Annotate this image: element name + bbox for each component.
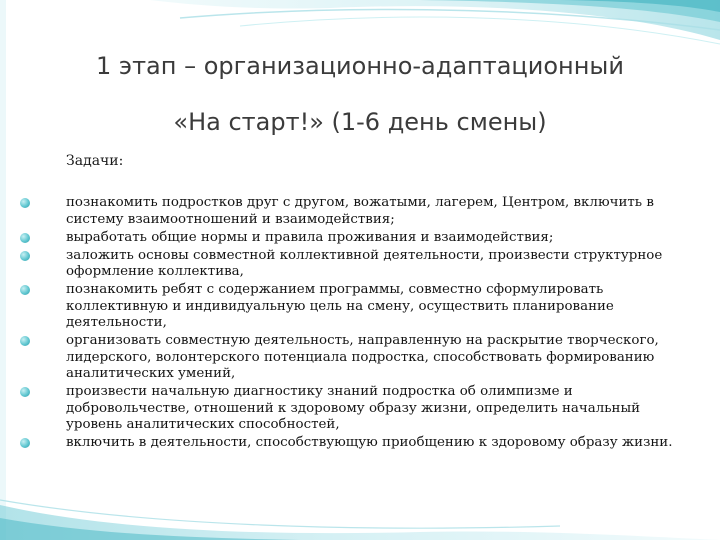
bullet-icon xyxy=(20,387,30,397)
list-item xyxy=(18,230,678,247)
task-text: заложить основы совместной коллективной деятельности, произвести структурное оформление коллектива, xyxy=(66,247,663,279)
bullet-icon xyxy=(20,251,30,261)
bullet-icon xyxy=(20,438,30,448)
task-text: включить в деятельности, способствующую приобщению к здоровому образу жизни. xyxy=(66,435,673,450)
list-item xyxy=(18,282,678,332)
task-text: познакомить подростков друг с другом, вожатыми, лагерем, Центром, включить в систему взаимоотношений и взаимодействия; xyxy=(66,195,654,227)
task-text: познакомить ребят с содержанием программы, совместно сформулировать коллективную и индивидуальную цель на смену, осуществить планирование деятельности, xyxy=(66,282,614,330)
list-item xyxy=(18,195,678,228)
tasks-label: Задачи: xyxy=(66,153,124,169)
bullet-icon xyxy=(20,336,30,346)
bullet-icon xyxy=(20,198,30,208)
list-item xyxy=(18,248,678,281)
bullet-icon xyxy=(20,285,30,295)
task-text: выработать общие нормы и правила проживания и взаимодействия; xyxy=(66,229,554,245)
slide-title: 1 этап – организационно-адаптационный xyxy=(96,52,624,80)
list-item xyxy=(18,384,678,434)
slide-subtitle: «На старт!» (1-6 день смены) xyxy=(173,108,547,136)
bullet-icon xyxy=(20,233,30,243)
task-text: произвести начальную диагностику знаний подростка об олимпизме и добровольчестве, отношений к здоровому образу жизни, определить начальный уровень аналитических способностей, xyxy=(66,384,641,432)
list-item xyxy=(18,435,678,452)
list-item xyxy=(18,333,678,383)
task-text: организовать совместную деятельность, направленную на раскрытие творческого, лидерского, волонтерского потенциала подростка, способствовать формированию аналитических умений, xyxy=(66,333,659,381)
task-list xyxy=(18,195,678,453)
